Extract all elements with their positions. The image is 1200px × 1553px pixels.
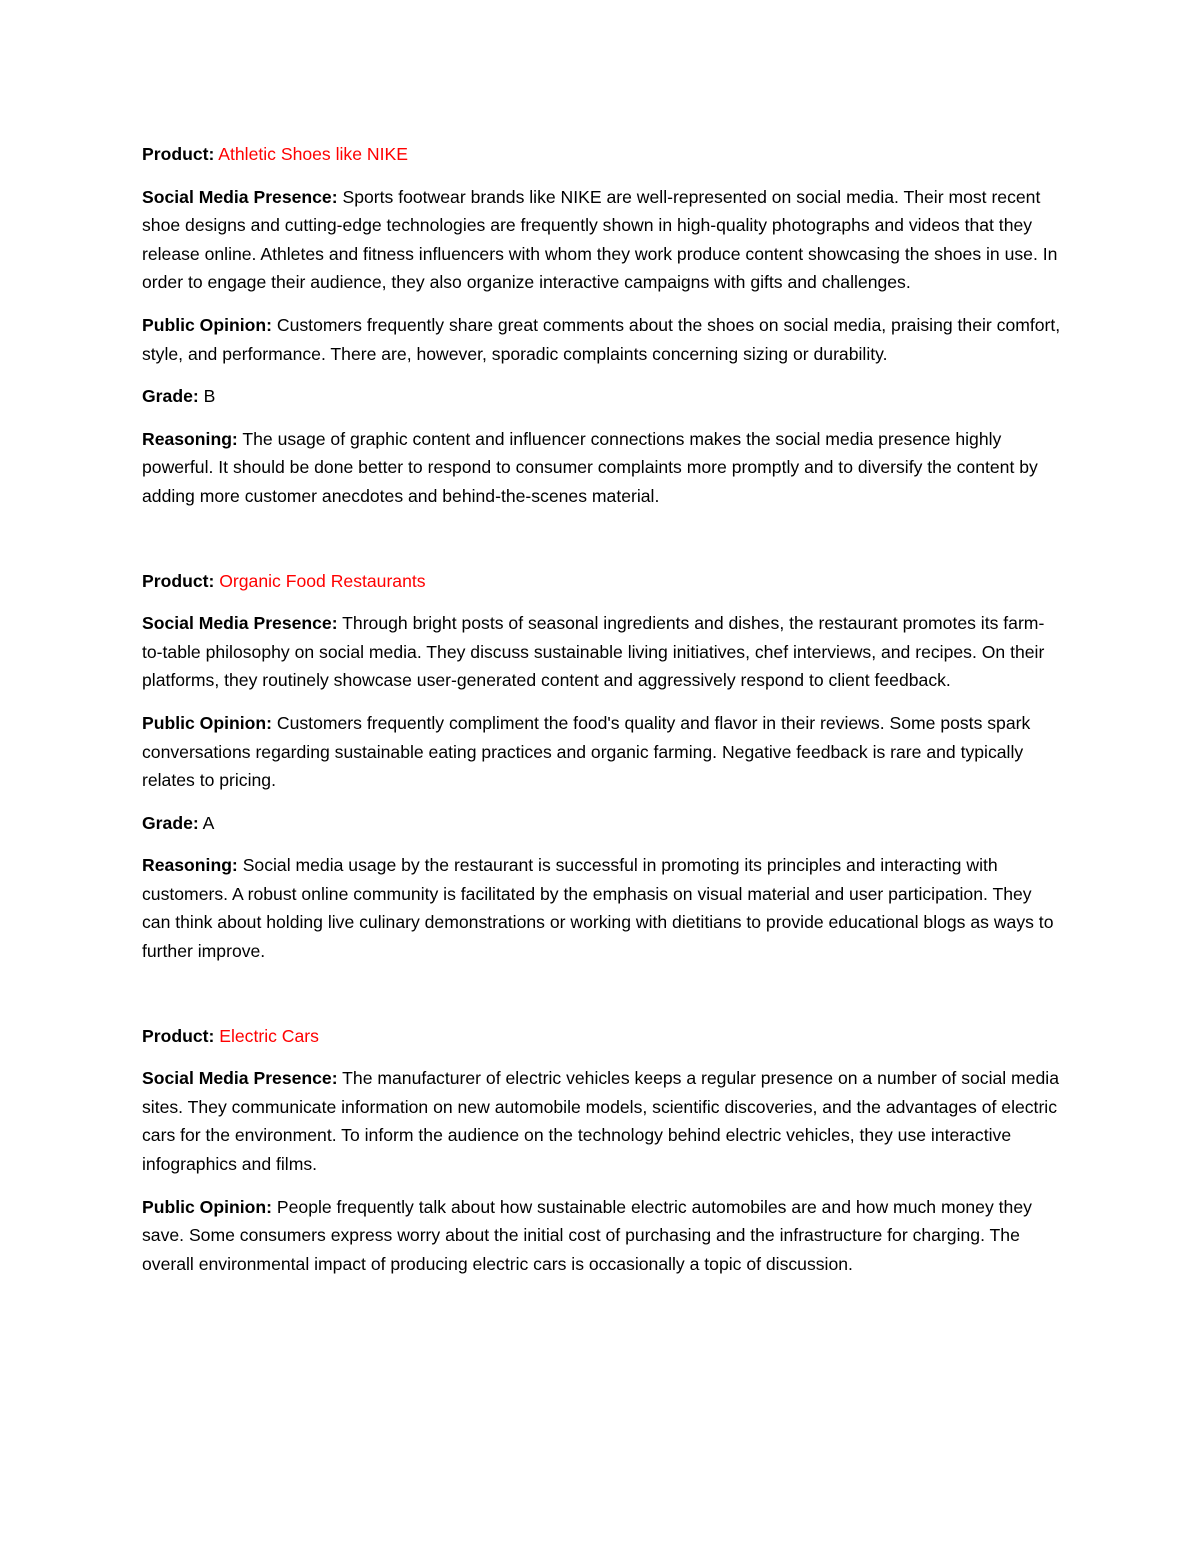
product-line — [142, 567, 1062, 596]
public-opinion-paragraph — [142, 311, 1062, 368]
grade-label: Grade: — [142, 386, 199, 407]
product-line — [142, 140, 1062, 169]
product-label: Product: — [142, 1025, 215, 1046]
social-media-presence-paragraph — [142, 1064, 1062, 1178]
grade-value: A — [202, 812, 215, 833]
product-section-organic-food — [142, 567, 1062, 966]
public-opinion-label: Public Opinion: — [142, 314, 272, 335]
product-label: Product: — [142, 144, 215, 164]
product-name: Organic Food Restaurants — [219, 570, 426, 591]
reasoning-paragraph — [142, 425, 1062, 511]
social-media-presence-text: Sports footwear brands like NIKE are well-represented on social media. Their most recent shoe designs and cutting-edge technologies are frequently shown in high-quality photographs and videos that they release online. Athletes and fitness influencers with whom they work produce content showcasing the shoes in use. In order to engage their audience, they also organize interactive campaigns with gifts and challenges. — [142, 186, 1058, 293]
social-media-presence-text: The manufacturer of electric vehicles keeps a regular presence on a number of social media sites. They communicate information on new automobile models, scientific discoveries, and the advantages of electric cars for the environment. To inform the audience on the technology behind electric vehicles, they use interactive infographics and films. — [142, 1068, 1059, 1175]
reasoning-text: The usage of graphic content and influencer connections makes the social media presence highly powerful. It should be done better to respond to consumer complaints more promptly and to diversify the content by adding more customer anecdotes and behind-the-scenes material. — [142, 428, 1038, 506]
reasoning-label: Reasoning: — [142, 428, 238, 449]
product-name: Athletic Shoes like NIKE — [218, 144, 408, 164]
grade-label: Grade: — [142, 812, 199, 833]
reasoning-paragraph — [142, 851, 1062, 965]
public-opinion-paragraph — [142, 1193, 1062, 1279]
product-name: Electric Cars — [219, 1025, 319, 1046]
product-section-electric-cars — [142, 1022, 1062, 1279]
document-page — [142, 140, 1062, 1292]
social-media-presence-paragraph — [142, 183, 1062, 297]
reasoning-label: Reasoning: — [142, 855, 238, 876]
social-media-presence-text: Through bright posts of seasonal ingredients and dishes, the restaurant promotes its farm-to-table philosophy on social media. They discuss sustainable living initiatives, chef interviews, and recipes. On their platforms, they routinely showcase user-generated content and aggressively respond to client feedback. — [142, 613, 1045, 691]
product-section-athletic-shoes — [142, 140, 1062, 511]
product-line — [142, 1022, 1062, 1051]
social-media-presence-label: Social Media Presence: — [142, 613, 338, 634]
reasoning-text: Social media usage by the restaurant is successful in promoting its principles and interacting with customers. A robust online community is facilitated by the emphasis on visual material and user participation. They can think about holding live culinary demonstrations or working with dietitians to provide educational blogs as ways to further improve. — [142, 855, 1054, 962]
public-opinion-text: Customers frequently compliment the food's quality and flavor in their reviews. Some posts spark conversations regarding sustainable eating practices and organic farming. Negative feedback is rare and typically relates to pricing. — [142, 712, 1031, 791]
social-media-presence-label: Social Media Presence: — [142, 1068, 338, 1089]
social-media-presence-paragraph — [142, 609, 1062, 695]
public-opinion-label: Public Opinion: — [142, 712, 272, 733]
public-opinion-label: Public Opinion: — [142, 1196, 272, 1217]
grade-value: B — [203, 386, 216, 407]
public-opinion-text: People frequently talk about how sustainable electric automobiles are and how much money they save. Some consumers express worry about the initial cost of purchasing and the infrastructure for charging. The overall environmental impact of producing electric cars is occasionally a topic of discussion. — [142, 1196, 1032, 1274]
product-label: Product: — [142, 570, 215, 591]
public-opinion-paragraph — [142, 709, 1062, 795]
grade-line — [142, 809, 1062, 838]
public-opinion-text: Customers frequently share great comments about the shoes on social media, praising their comfort, style, and performance. There are, however, sporadic complaints concerning sizing or durability. — [142, 314, 1061, 364]
social-media-presence-label: Social Media Presence: — [142, 186, 338, 207]
grade-line — [142, 382, 1062, 411]
